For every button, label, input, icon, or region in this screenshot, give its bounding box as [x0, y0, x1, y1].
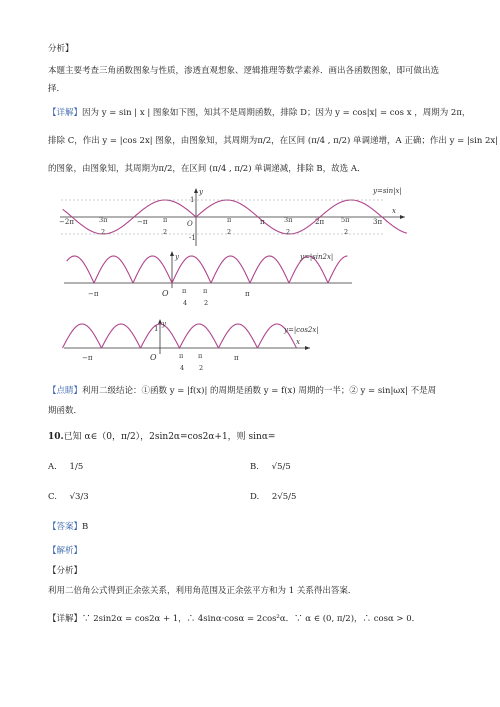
tick-1: 1: [190, 196, 195, 204]
tick-pi2-num: π: [203, 287, 208, 295]
tick-neg-1: -1: [189, 234, 196, 242]
detail-line-2-c: ，在区间 (π/4 , π/2) 单调递增，A 正确；作出 y = |sin 2x|: [271, 136, 499, 146]
tick-pi: π: [260, 218, 265, 226]
graph-abs-cos-2x: [62, 318, 362, 378]
option-b-value: √5/5: [271, 462, 291, 472]
tick-neg-3pi2-den: 2: [101, 228, 106, 236]
tick-pi4-den: 4: [180, 364, 185, 372]
tick-pi2-den: 2: [199, 364, 204, 372]
option-b-label: B.: [250, 462, 259, 472]
curve-label: y=|sin2x|: [300, 253, 334, 261]
detail2-label: 【详解】: [48, 614, 83, 624]
analysis-line-2: 择．: [48, 84, 66, 94]
option-d-value: 2√5/5: [271, 492, 297, 502]
option-a-value: 1/5: [69, 462, 84, 472]
detail-line-3-c: ，在区间 (π/4 , π/2) 单调递减，排除 B，故选 A．: [172, 164, 366, 174]
tick-1: 1: [154, 325, 159, 333]
detail-line-1-text: 因为 y = sin | x | 图象如下图，知其不是周期函数，排除 D；因为 y = cos|x| = cos x ，周期为 2π，: [82, 108, 471, 118]
tick-neg-pi: −π: [137, 218, 148, 226]
x-label: x: [296, 338, 300, 346]
detail-line-3: [48, 164, 366, 175]
x-label: x: [392, 207, 396, 215]
tick-3pi2-den: 2: [286, 228, 291, 236]
detail-label: 【详解】: [48, 108, 83, 118]
tick-neg-2pi: −2π: [59, 218, 74, 226]
tick-3pi2-num: 3π: [284, 216, 293, 224]
analysis-line-1: 本题主要考查三角函数图象与性质，渗透直观想象、逻辑推理等数学素养．画出各函数图象，即可做出选: [48, 66, 440, 76]
y-axis-arrow: [194, 188, 198, 193]
origin-label: O: [162, 289, 169, 298]
y-axis-arrow: [170, 251, 174, 256]
tick-neg-pi2-den: 2: [163, 228, 168, 236]
tip-line-1-text: 利用二级结论：①函数 y = |f(x)| 的周期是函数 y = f(x) 周期的一半；② y = sin|ωx| 不是周: [82, 386, 437, 396]
detail-line-3-a: 的图象，由图象知，其周期为: [48, 164, 159, 174]
detail-line-1: [48, 108, 470, 119]
tick-pi2-num: π: [198, 352, 203, 360]
tick-neg-3pi2-num: 3π: [99, 216, 108, 224]
analysis-heading: 分析】: [48, 44, 74, 54]
tick-pi4-den: 4: [183, 299, 188, 307]
tick-neg-pi: −π: [82, 354, 93, 362]
tick-pi2-den: 2: [204, 299, 209, 307]
tip-line-1: [48, 386, 436, 397]
origin-label: O: [187, 220, 193, 228]
y-label: y: [175, 253, 179, 261]
option-a-label: A.: [48, 462, 57, 472]
tick-pi4-num: π: [179, 352, 184, 360]
tick-pi2-den: 2: [227, 228, 232, 236]
jiexi-label: 【解析】: [48, 546, 83, 556]
tick-pi2-num: π: [227, 216, 232, 224]
option-d: [250, 492, 296, 503]
option-c-label: C.: [48, 492, 57, 502]
curve-label: y=sin|x|: [373, 187, 402, 195]
tip-line-2: 期函数．: [48, 406, 83, 416]
curve-label: y=|cos2x|: [284, 326, 319, 334]
option-d-label: D.: [250, 492, 260, 502]
y-label: y: [199, 188, 203, 196]
question-stem-text: 已知 α∈（0，π/2），2sin2α=cos2α+1，则 sinα=: [63, 432, 276, 442]
question-stem: [48, 432, 275, 443]
detail-line-2-a: 排除 C，作出 y = |cos 2x| 图象，由图象知，其周期为: [48, 136, 258, 146]
tick-pi: π: [234, 354, 239, 362]
detail-line-3-period: π/2: [158, 164, 173, 174]
graph-abs-sin-2x: [62, 250, 362, 312]
tick-pi4-num: π: [182, 287, 187, 295]
question-number: 10.: [48, 432, 64, 442]
x-axis-arrow: [400, 215, 405, 219]
option-c-value: √3/3: [69, 492, 89, 502]
answer-value: B: [82, 522, 89, 532]
tick-neg-pi2-num: π: [163, 216, 168, 224]
y-label: y: [162, 320, 166, 328]
tip-label: 【点睛】: [48, 386, 83, 396]
analysis2-heading: 【分析】: [48, 566, 83, 576]
x-axis-arrow: [305, 346, 310, 350]
answer-line: [48, 522, 88, 533]
answer-label: 【答案】: [48, 522, 83, 532]
option-a: [48, 462, 83, 473]
tick-neg-pi: −π: [88, 290, 99, 298]
detail2-line: [48, 614, 420, 625]
analysis2-line: 利用二倍角公式得到正余弦关系，利用角范围及正余弦平方和为 1 关系得出答案．: [48, 586, 357, 596]
graph-sin-abs-x: [55, 184, 415, 250]
option-c: [48, 492, 89, 503]
abs-cos-2x-curve: [63, 324, 297, 348]
option-b: [250, 462, 291, 473]
tick-2pi: 2π: [315, 218, 325, 226]
origin-label: O: [150, 353, 157, 362]
tick-3pi: 3π: [373, 218, 383, 226]
detail-line-2: [48, 136, 498, 147]
tick-pi: π: [245, 290, 250, 298]
detail2-text: ∵ 2sin2α = cos2α + 1，∴ 4sinα·cosα = 2cos²α．∵ α ∈ (0, π/2)，∴ cosα > 0．: [82, 614, 421, 624]
detail-line-2-period: π/2: [257, 136, 272, 146]
tick-5pi2-num: 5π: [341, 216, 350, 224]
tick-5pi2-den: 2: [344, 228, 349, 236]
